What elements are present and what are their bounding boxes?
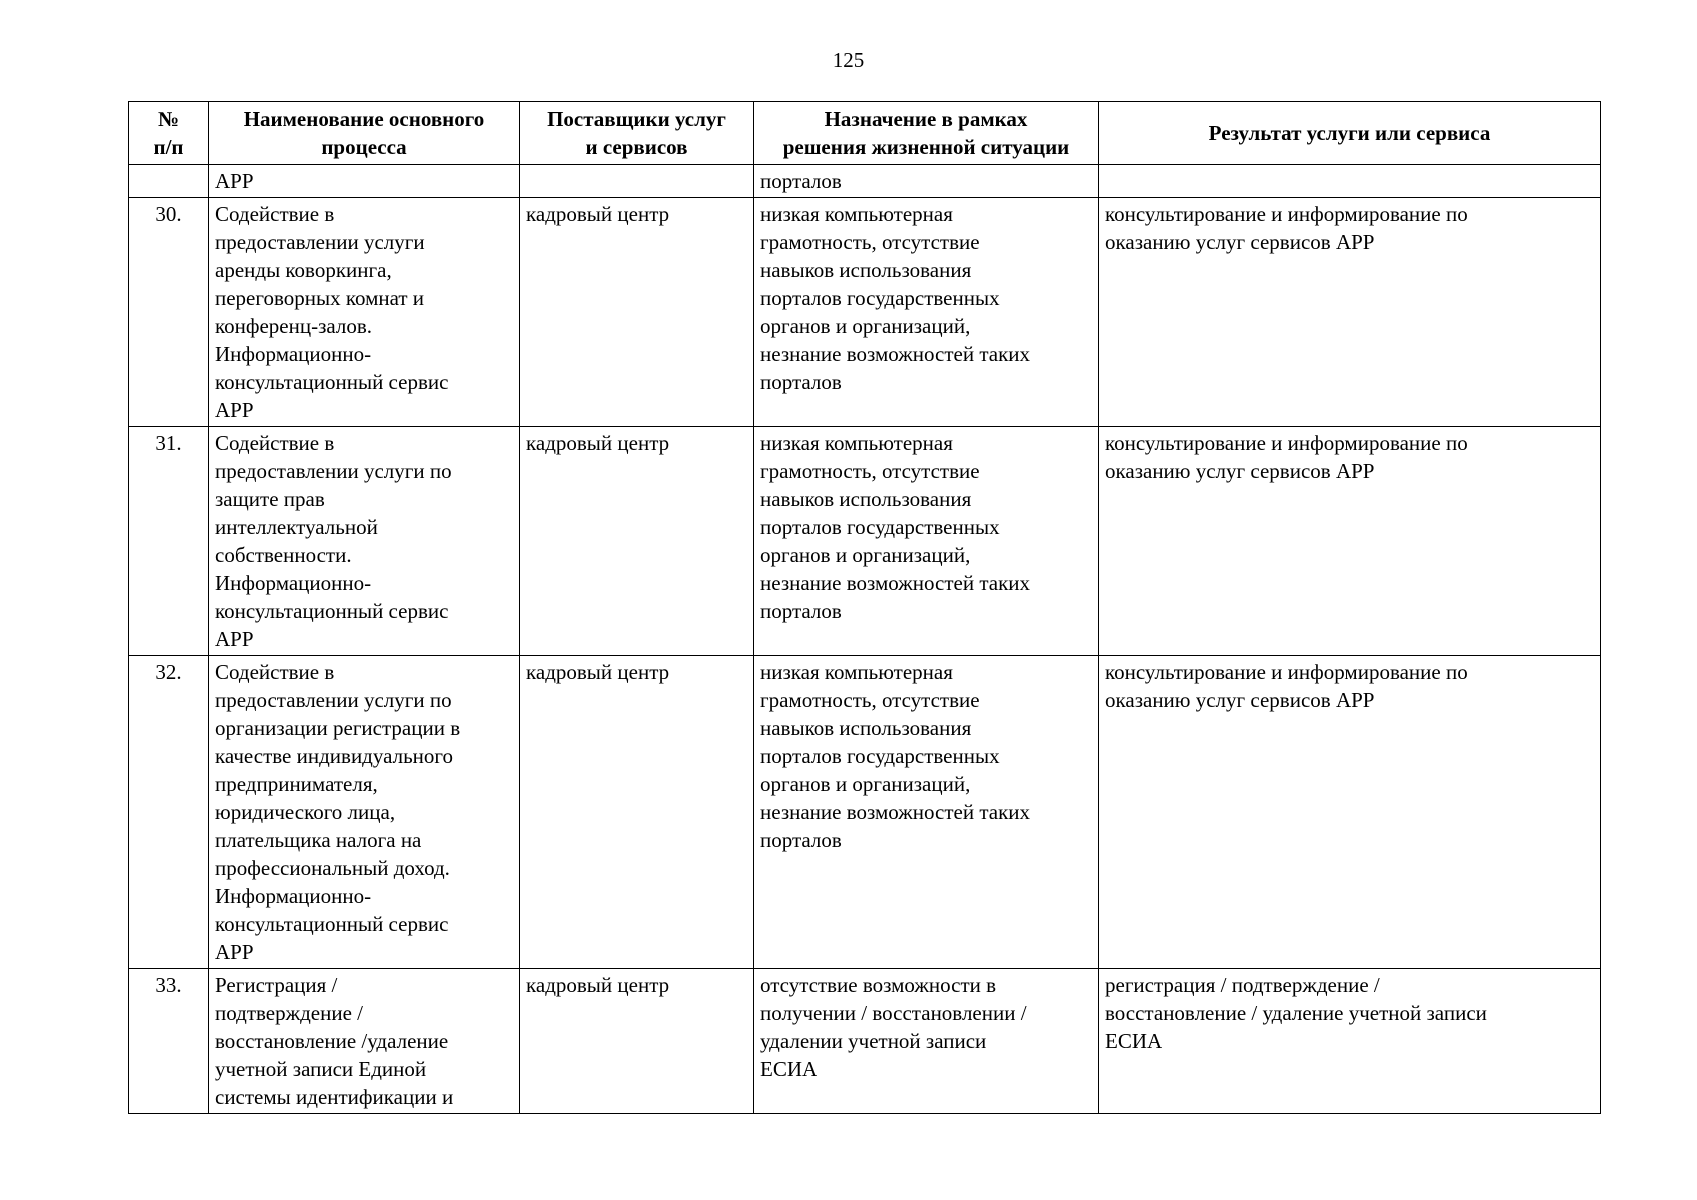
cell-providers (520, 165, 754, 198)
cell-num: 32. (129, 656, 209, 969)
cell-name: Регистрация / подтверждение / восстановление /удаление учетной записи Единой системы идентификации и (209, 969, 520, 1114)
cell-result (1099, 165, 1601, 198)
header-purpose: Назначение в рамках решения жизненной ситуации (754, 102, 1099, 165)
cell-result: консультирование и информирование по оказанию услуг сервисов АРР (1099, 656, 1601, 969)
header-row (129, 102, 1601, 165)
cell-purpose: низкая компьютерная грамотность, отсутствие навыков использования порталов государственных органов и организаций, незнание возможностей таких порталов (754, 427, 1099, 656)
cell-purpose: отсутствие возможности в получении / восстановлении / удалении учетной записи ЕСИА (754, 969, 1099, 1114)
cell-providers: кадровый центр (520, 969, 754, 1114)
cell-purpose: порталов (754, 165, 1099, 198)
table-header (129, 102, 1601, 165)
table-row (129, 656, 1601, 969)
table-row (129, 198, 1601, 427)
cell-num (129, 165, 209, 198)
header-num: № п/п (129, 102, 209, 165)
page-number: 125 (832, 48, 865, 72)
cell-name: Содействие в предоставлении услуги по защите прав интеллектуальной собственности. Информационно- консультационный сервис АРР (209, 427, 520, 656)
table-row-continuation (129, 165, 1601, 198)
cell-name: Содействие в предоставлении услуги по организации регистрации в качестве индивидуального предпринимателя, юридического лица, плательщика налога на профессиональный доход. Информационно- консультационный сервис АРР (209, 656, 520, 969)
cell-num: 33. (129, 969, 209, 1114)
table-row (129, 427, 1601, 656)
header-name: Наименование основного процесса (209, 102, 520, 165)
services-table (128, 101, 1601, 1114)
table-body (129, 165, 1601, 1114)
cell-name: Содействие в предоставлении услуги аренды коворкинга, переговорных комнат и конференц-залов. Информационно- консультационный сервис АРР (209, 198, 520, 427)
cell-num: 30. (129, 198, 209, 427)
cell-name: АРР (209, 165, 520, 198)
header-providers: Поставщики услуг и сервисов (520, 102, 754, 165)
cell-purpose: низкая компьютерная грамотность, отсутствие навыков использования порталов государственных органов и организаций, незнание возможностей таких порталов (754, 198, 1099, 427)
cell-providers: кадровый центр (520, 427, 754, 656)
cell-purpose: низкая компьютерная грамотность, отсутствие навыков использования порталов государственных органов и организаций, незнание возможностей таких порталов (754, 656, 1099, 969)
cell-result: консультирование и информирование по оказанию услуг сервисов АРР (1099, 198, 1601, 427)
cell-num: 31. (129, 427, 209, 656)
cell-providers: кадровый центр (520, 198, 754, 427)
header-result: Результат услуги или сервиса (1099, 102, 1601, 165)
cell-result: регистрация / подтверждение / восстановление / удаление учетной записи ЕСИА (1099, 969, 1601, 1114)
table-row (129, 969, 1601, 1114)
cell-result: консультирование и информирование по оказанию услуг сервисов АРР (1099, 427, 1601, 656)
cell-providers: кадровый центр (520, 656, 754, 969)
